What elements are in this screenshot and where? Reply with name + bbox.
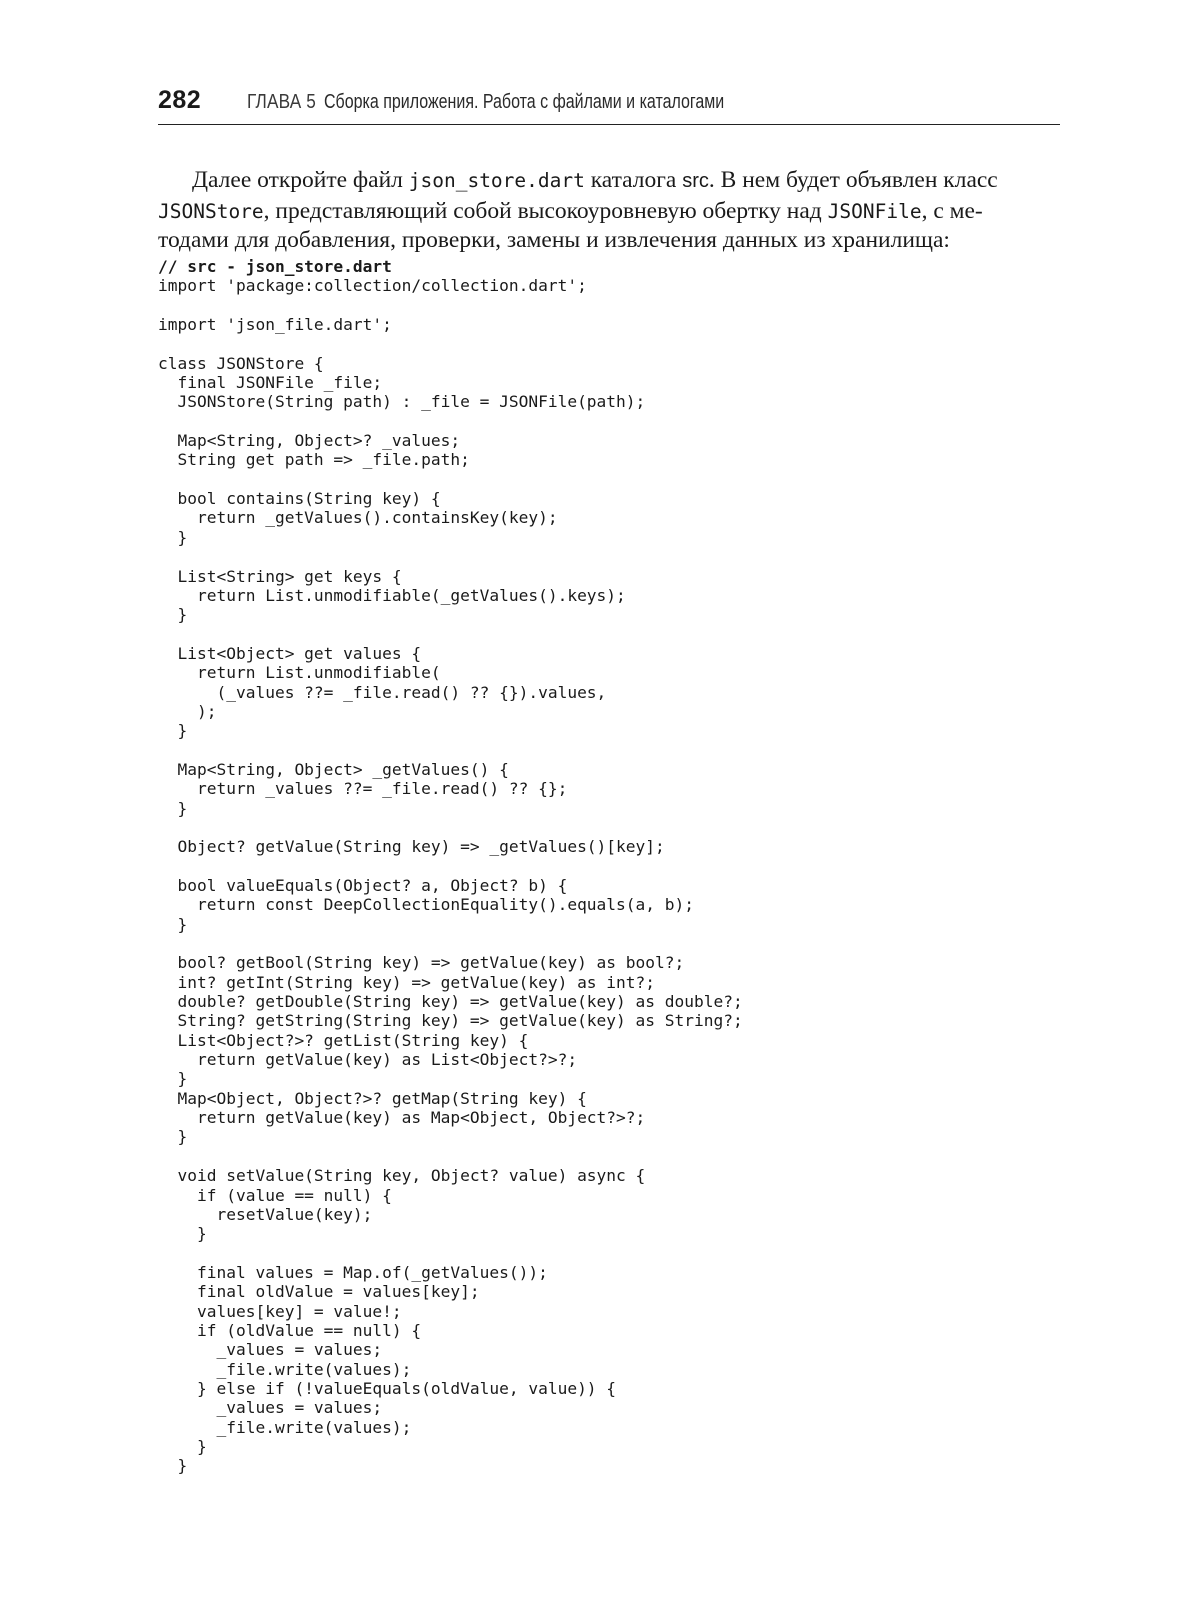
page-number: 282 xyxy=(158,86,202,114)
code-line: _values = values; xyxy=(158,1340,383,1360)
header-rule xyxy=(158,124,1060,125)
code-line: import 'package:collection/collection.dart'; xyxy=(158,276,587,296)
code-line xyxy=(158,1147,1060,1166)
code-line: return List.unmodifiable(_getValues().keys); xyxy=(158,585,626,605)
code-line: ); xyxy=(158,701,217,721)
running-header xyxy=(158,86,1060,126)
code-line: Map<String, Object> _getValues() { xyxy=(158,759,509,779)
paragraph-line-3: тодами для добавления, проверки, замены и извлечения данных из хранилища: xyxy=(158,227,950,253)
code-line: if (oldValue == null) { xyxy=(158,1320,422,1340)
code-line xyxy=(158,625,1060,644)
paragraph-line-1 xyxy=(158,166,1060,197)
code-line: List<Object> get values { xyxy=(158,643,422,663)
code-line xyxy=(158,1244,1060,1263)
code-line: final JSONFile _file; xyxy=(158,373,383,393)
code-line: if (value == null) { xyxy=(158,1185,392,1205)
paragraph-line-2 xyxy=(158,197,1060,227)
code-line: bool valueEquals(Object? a, Object? b) { xyxy=(158,876,568,895)
code-line: JSONStore(String path) : _file = JSONFile(path); xyxy=(158,392,646,412)
code-line: _file.write(values); xyxy=(158,1359,412,1379)
code-line xyxy=(158,741,1060,760)
code-line: } xyxy=(158,914,188,934)
code-line: void setValue(String key, Object? value) async { xyxy=(158,1166,646,1186)
code-line xyxy=(158,296,1060,315)
code-caption: // src - json_store.dart xyxy=(158,257,392,276)
code-line xyxy=(158,934,1060,953)
code-line: return _values ??= _file.read() ?? {}; xyxy=(158,779,568,799)
code-line: resetValue(key); xyxy=(158,1204,373,1224)
code-line xyxy=(158,470,1060,489)
code-line xyxy=(158,334,1060,353)
chapter-label: ГЛАВА 5 xyxy=(247,91,317,113)
chapter-title: Сборка приложения. Работа с файлами и каталогами xyxy=(323,91,724,113)
code-line: _file.write(values); xyxy=(158,1417,412,1437)
code-line: bool? getBool(String key) => getValue(key) as bool?; xyxy=(158,953,685,973)
code-line: } xyxy=(158,1127,188,1147)
code-line: final values = Map.of(_getValues()); xyxy=(158,1262,548,1282)
code-line: return getValue(key) as Map<Object, Object?>?; xyxy=(158,1108,646,1128)
code-line: _values = values; xyxy=(158,1398,383,1418)
code-lines xyxy=(158,276,1060,1475)
code-line: } xyxy=(158,1069,188,1089)
code-line: bool contains(String key) { xyxy=(158,489,441,509)
inline-directory-name: src xyxy=(682,170,709,192)
code-line: List<String> get keys { xyxy=(158,566,402,586)
code-line: } xyxy=(158,527,188,547)
code-line: (_values ??= _file.read() ?? {}).values, xyxy=(158,682,607,702)
inline-code-class: JSONFile xyxy=(827,199,922,223)
code-line: String get path => _file.path; xyxy=(158,450,470,470)
code-line: return List.unmodifiable( xyxy=(158,663,441,683)
code-listing xyxy=(158,257,1060,1476)
code-line: return const DeepCollectionEquality().equals(a, b); xyxy=(158,895,695,915)
code-line: } xyxy=(158,1436,207,1456)
code-line xyxy=(158,857,1060,876)
code-line: } xyxy=(158,1224,207,1244)
code-line: final oldValue = values[key]; xyxy=(158,1282,480,1302)
code-line: } xyxy=(158,605,188,625)
code-line: } xyxy=(158,798,188,818)
code-line: int? getInt(String key) => getValue(key) as int?; xyxy=(158,972,656,992)
inline-code-class: JSONStore xyxy=(158,199,264,223)
code-line: return _getValues().containsKey(key); xyxy=(158,508,558,528)
code-line: } xyxy=(158,721,188,741)
code-line: } else if (!valueEquals(oldValue, value)) { xyxy=(158,1378,617,1398)
code-line: List<Object?>? getList(String key) { xyxy=(158,1030,529,1050)
intro-paragraph xyxy=(158,166,1060,256)
paragraph-text: , представляющий собой высокоуровневую обертку над xyxy=(263,197,828,224)
code-line: Map<Object, Object?>? getMap(String key) { xyxy=(158,1088,587,1108)
code-line: import 'json_file.dart'; xyxy=(158,315,392,335)
paragraph-text: Далее откройте файл xyxy=(192,167,409,193)
code-line: Object? getValue(String key) => _getValues()[key]; xyxy=(158,837,665,857)
paragraph-text: каталога xyxy=(584,167,683,193)
code-line: return getValue(key) as List<Object?>?; xyxy=(158,1050,578,1070)
inline-code-filename: json_store.dart xyxy=(408,169,585,192)
paragraph-text: , с ме- xyxy=(921,197,983,224)
code-line: values[key] = value!; xyxy=(158,1301,402,1321)
paragraph-text: . В нем будет объявлен класс xyxy=(708,167,998,193)
code-line: class JSONStore { xyxy=(158,353,324,373)
code-line: Map<String, Object>? _values; xyxy=(158,431,461,451)
code-line xyxy=(158,818,1060,837)
code-line xyxy=(158,547,1060,566)
code-line xyxy=(158,412,1060,431)
code-line: } xyxy=(158,1456,188,1476)
code-line: String? getString(String key) => getValue(key) as String?; xyxy=(158,1011,743,1031)
code-line: double? getDouble(String key) => getValue(key) as double?; xyxy=(158,992,743,1012)
